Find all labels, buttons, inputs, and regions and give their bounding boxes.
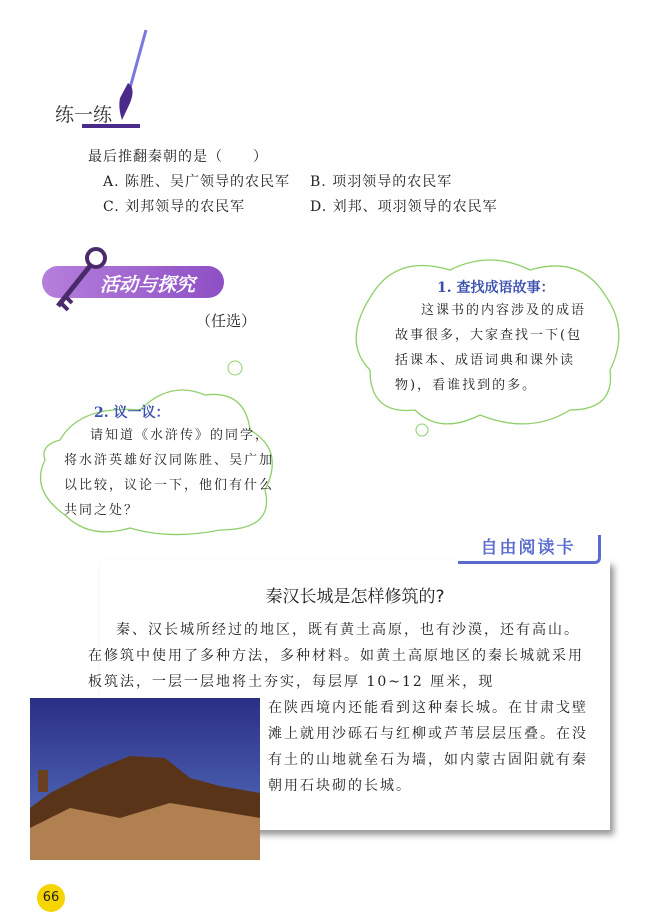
task1-text: 这课书的内容涉及的成语故事很多，大家查找一下(包括课本、成语词典和课外读物)，看谁找到的多。	[395, 303, 587, 393]
reading-paragraph-side: 在陕西境内还能看到这种秦长城。在甘肃戈壁滩上就用沙砾石与红柳或芦苇层层压叠。在没有土的山地就垒石为墙，如内蒙古固阳就有秦朝用石块砌的长城。	[268, 700, 588, 794]
reading-paragraph-top: 秦、汉长城所经过的地区，既有黄土高原，也有沙漠，还有高山。在修筑中使用了多种方法，多种材料。如黄土高原地区的秦长城就采用板筑法，一层一层地将土夯实，每层厚 10~12 厘米，现	[88, 622, 584, 690]
task2-heading: 2. 议一议：	[94, 405, 170, 421]
option-b: B. 项羽领导的农民军	[310, 174, 453, 190]
option-d: D. 刘邦、项羽领导的农民军	[310, 199, 498, 215]
activity-title: 活动与探究	[100, 274, 196, 296]
reading-title: 秦汉长城是怎样修筑的?	[265, 587, 445, 607]
practice-question: 最后推翻秦朝的是（ ）	[88, 149, 268, 165]
task2-text: 请知道《水浒传》的同学，将水浒英雄好汉同陈胜、吴广加以比较，议论一下，他们有什么共同之处？	[64, 428, 275, 518]
page-number: 66	[37, 884, 65, 912]
option-c: C. 刘邦领导的农民军	[103, 199, 246, 215]
key-icon	[48, 246, 108, 316]
optional-label: （任选）	[196, 312, 257, 330]
option-a: A. 陈胜、吴广领导的农民军	[103, 174, 291, 190]
great-wall-photo	[30, 698, 260, 860]
task1-heading: 1. 查找成语故事：	[437, 280, 555, 296]
reading-card-tab: 自由阅读卡	[458, 535, 601, 564]
practice-title: 练一练	[55, 104, 113, 126]
